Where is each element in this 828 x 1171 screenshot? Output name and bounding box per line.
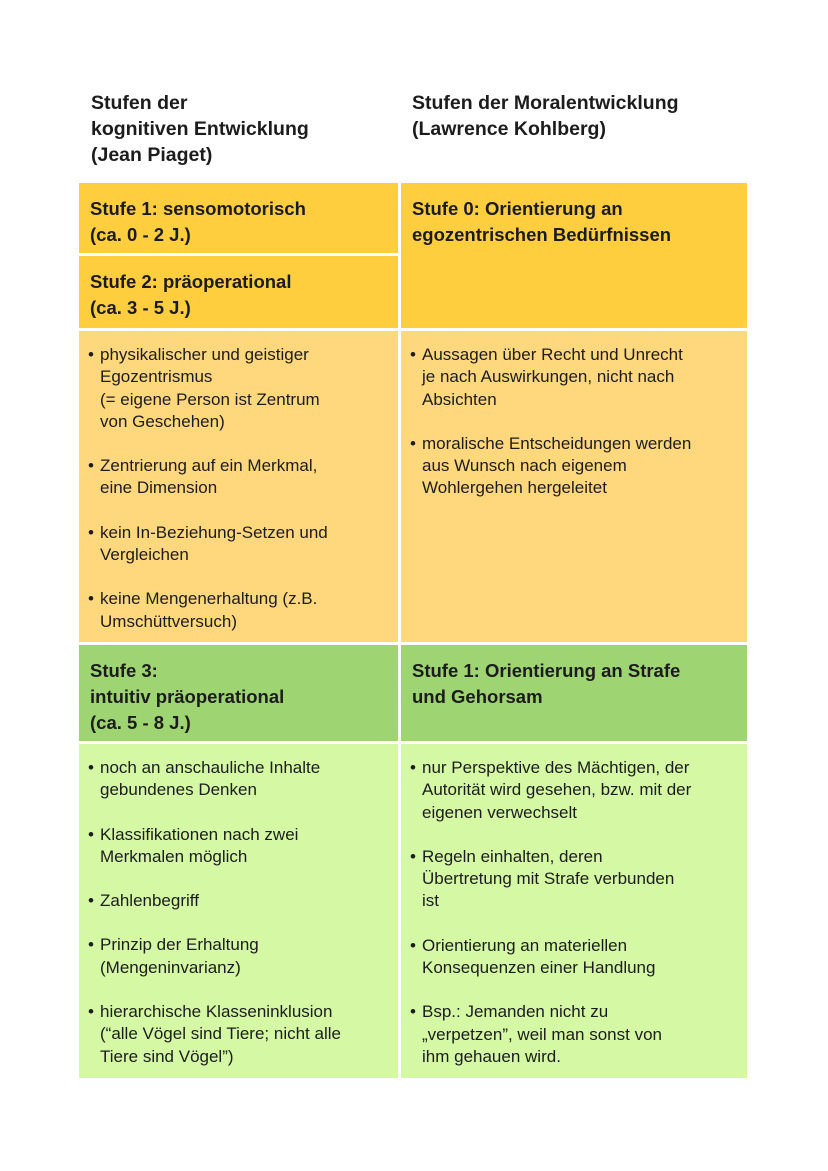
piaget-stage2-details bbox=[79, 331, 398, 642]
list-item bbox=[87, 1001, 398, 1068]
list-item bbox=[409, 757, 747, 824]
piaget-stage1-cell bbox=[79, 183, 398, 253]
stage-title-line: Stufe 1: sensomotorisch bbox=[90, 198, 306, 219]
bullet-icon: • bbox=[410, 846, 416, 866]
list-item-line: Klassifikationen nach zwei bbox=[100, 824, 299, 844]
list-item-line: ist bbox=[422, 891, 439, 911]
stage-title-line: intuitiv präoperational bbox=[90, 686, 285, 707]
list-item-line: Prinzip der Erhaltung bbox=[100, 935, 259, 955]
list-item-line: (“alle Vögel sind Tiere; nicht alle bbox=[100, 1024, 341, 1044]
stage-title-line: und Gehorsam bbox=[412, 686, 543, 707]
list-item-line: Konsequenzen einer Handlung bbox=[422, 958, 656, 978]
bullet-icon: • bbox=[88, 522, 94, 542]
piaget-stage2-cell bbox=[79, 256, 398, 328]
piaget-stage3-details bbox=[79, 744, 398, 1078]
list-item-line: nur Perspektive des Mächtigen, der bbox=[422, 758, 690, 777]
stage-title-line: Stufe 3: bbox=[90, 660, 158, 681]
list-item bbox=[87, 757, 398, 802]
list-item-line: von Geschehen) bbox=[100, 411, 225, 431]
stage-title-line: (ca. 0 - 2 J.) bbox=[90, 224, 191, 245]
bullet-icon: • bbox=[410, 433, 416, 453]
bullet-icon: • bbox=[88, 935, 94, 955]
bullet-icon: • bbox=[410, 345, 416, 364]
bullet-icon: • bbox=[88, 589, 94, 609]
bullet-icon: • bbox=[88, 456, 94, 476]
piaget-stage3-cell bbox=[79, 645, 398, 741]
list-item-line: physikalischer und geistiger bbox=[100, 345, 309, 364]
list-item-line: gebundenes Denken bbox=[100, 780, 257, 800]
list-item bbox=[409, 433, 747, 500]
list-item-line: hierarchische Klasseninklusion bbox=[100, 1002, 333, 1022]
list-item bbox=[87, 890, 398, 912]
header-line: Stufen der Moralentwicklung bbox=[412, 92, 679, 114]
list-item bbox=[87, 344, 398, 433]
stage-title-line: (ca. 5 - 8 J.) bbox=[90, 712, 191, 733]
list-item-line: je nach Auswirkungen, nicht nach bbox=[422, 367, 675, 387]
list-item-line: „verpetzen”, weil man sonst von bbox=[422, 1024, 662, 1044]
header-line: Stufen der bbox=[91, 92, 188, 114]
kohlberg-stage0-details bbox=[401, 331, 747, 642]
bullet-icon: • bbox=[88, 345, 94, 364]
list-item-line: Umschüttversuch) bbox=[100, 611, 237, 631]
list-item-line: Aussagen über Recht und Unrecht bbox=[422, 345, 683, 364]
list-item-line: Wohlergehen hergeleitet bbox=[422, 478, 607, 498]
list-item-line: Übertretung mit Strafe verbunden bbox=[422, 869, 675, 889]
list-item-line: Zentrierung auf ein Merkmal, bbox=[100, 456, 318, 476]
header-line: (Jean Piaget) bbox=[91, 144, 213, 166]
kohlberg-stage0-cell bbox=[401, 183, 747, 328]
bullet-icon: • bbox=[88, 891, 94, 911]
list-item-line: Autorität wird gesehen, bzw. mit der bbox=[422, 780, 692, 800]
list-item bbox=[87, 522, 398, 567]
bullet-icon: • bbox=[88, 1002, 94, 1022]
list-item bbox=[87, 824, 398, 869]
list-item-line: ihm gehauen wird. bbox=[422, 1046, 561, 1066]
list-item bbox=[87, 934, 398, 979]
header-kohlberg bbox=[412, 90, 752, 142]
list-item-line: Tiere sind Vögel”) bbox=[100, 1046, 234, 1066]
list-item-line: Regeln einhalten, deren bbox=[422, 846, 603, 866]
list-item-line: kein In-Beziehung-Setzen und bbox=[100, 522, 328, 542]
stage-title-line: (ca. 3 - 5 J.) bbox=[90, 297, 191, 318]
list-item-line: Absichten bbox=[422, 389, 497, 409]
bullet-icon: • bbox=[88, 758, 94, 777]
list-item bbox=[409, 935, 747, 980]
stage-title-line: Stufe 1: Orientierung an Strafe bbox=[412, 660, 681, 681]
list-item-line: Zahlenbegriff bbox=[100, 891, 199, 911]
kohlberg-stage1-details bbox=[401, 744, 747, 1078]
list-item bbox=[409, 344, 747, 411]
bullet-icon: • bbox=[410, 1002, 416, 1022]
list-item bbox=[87, 455, 398, 500]
list-item-line: (Mengeninvarianz) bbox=[100, 957, 241, 977]
list-item-line: aus Wunsch nach eigenem bbox=[422, 456, 627, 476]
list-item-line: (= eigene Person ist Zentrum bbox=[100, 389, 320, 409]
list-item-line: Bsp.: Jemanden nicht zu bbox=[422, 1002, 609, 1022]
list-item-line: Orientierung an materiellen bbox=[422, 935, 628, 955]
list-item bbox=[409, 846, 747, 913]
list-item-line: eigenen verwechselt bbox=[422, 802, 577, 822]
bullet-icon: • bbox=[410, 935, 416, 955]
list-item-line: Egozentrismus bbox=[100, 367, 213, 387]
kohlberg-stage1-cell bbox=[401, 645, 747, 741]
bullet-icon: • bbox=[88, 824, 94, 844]
header-line: (Lawrence Kohlberg) bbox=[412, 118, 606, 140]
header-line: kognitiven Entwicklung bbox=[91, 118, 309, 140]
list-item bbox=[409, 1001, 747, 1068]
stage-title-line: Stufe 2: präoperational bbox=[90, 271, 292, 292]
header-piaget bbox=[91, 90, 391, 168]
list-item-line: noch an anschauliche Inhalte bbox=[100, 758, 321, 777]
list-item-line: moralische Entscheidungen werden bbox=[422, 433, 692, 453]
list-item-line: keine Mengenerhaltung (z.B. bbox=[100, 589, 318, 609]
list-item-line: eine Dimension bbox=[100, 478, 218, 498]
list-item bbox=[87, 588, 398, 633]
list-item-line: Merkmalen möglich bbox=[100, 846, 248, 866]
bullet-icon: • bbox=[410, 758, 416, 777]
stage-title-line: Stufe 0: Orientierung an bbox=[412, 198, 623, 219]
stage-title-line: egozentrischen Bedürfnissen bbox=[412, 224, 672, 245]
list-item-line: Vergleichen bbox=[100, 545, 189, 565]
